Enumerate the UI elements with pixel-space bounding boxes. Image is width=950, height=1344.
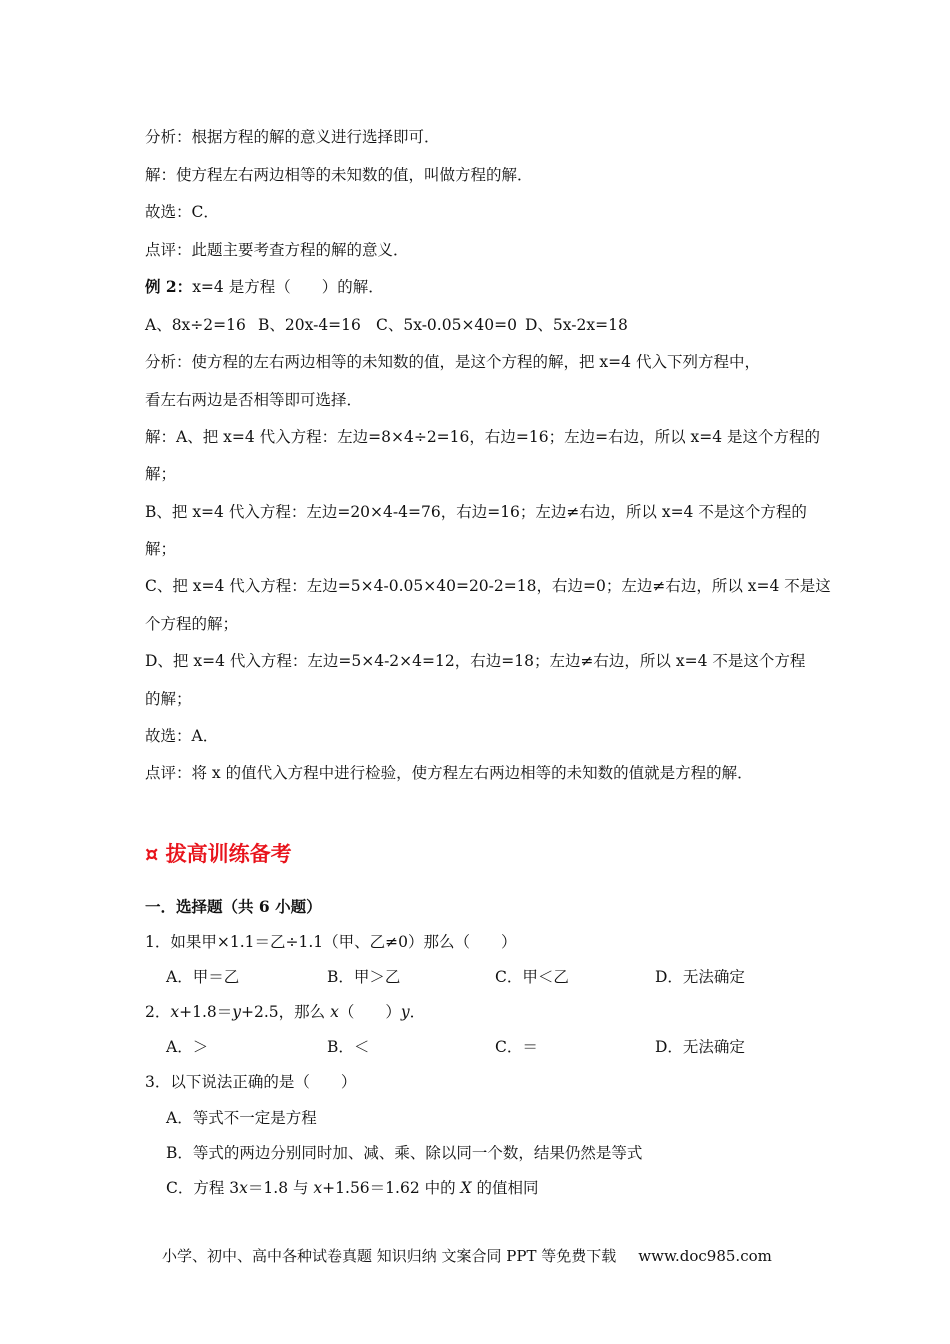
example2-stem: x=4 是方程（ ）的解． <box>192 278 384 296</box>
question-3-option-a: A．等式不一定是方程 <box>166 1109 317 1127</box>
question-2-stem: 2．x+1.8＝y+2.5，那么 x（ ）y． <box>145 1003 426 1021</box>
example2-option-d: D、5x-2x=18 <box>525 316 628 334</box>
solution-text: 解：使方程左右两边相等的未知数的值，叫做方程的解． <box>145 166 533 184</box>
question-3-option-c: C．方程 3x＝1.8 与 x+1.56＝1.62 中的 X 的值相同 <box>166 1179 539 1197</box>
example2-answer: 故选：A． <box>145 727 219 745</box>
example2-solution-b-line1: B、把 x=4 代入方程：左边=20×4-4=76，右边=16；左边≠右边，所以 x=4 不是这个方程的 <box>145 503 807 521</box>
example2-solution-a-line1: 解：A、把 x=4 代入方程：左边=8×4÷2=16，右边=16；左边=右边，所以 x=4 是这个方程的 <box>145 428 821 446</box>
comment-text: 点评：此题主要考查方程的解的意义． <box>145 241 409 259</box>
example2-option-c: C、5x-0.05×40=0 <box>376 316 517 334</box>
section-title: ¤ 拔高训练备考 <box>145 842 292 866</box>
question-1-option-d: D．无法确定 <box>655 968 745 986</box>
example2-solution-a-line2: 解； <box>145 465 177 483</box>
footer-site-link[interactable]: www.doc985.com <box>638 1247 772 1265</box>
analysis-text: 分析：根据方程的解的意义进行选择即可． <box>145 128 440 146</box>
question-3-stem: 3．以下说法正确的是（ ） <box>145 1073 357 1091</box>
example2-option-b: B、20x-4=16 <box>258 316 361 334</box>
example2-solution-d-line2: 的解； <box>145 690 192 708</box>
example2-solution-c-line1: C、把 x=4 代入方程：左边=5×4-0.05×40=20-2=18，右边=0；左边≠右边，所以 x=4 不是这 <box>145 577 831 595</box>
question-2-option-a: A．＞ <box>166 1038 209 1056</box>
footer-text: 小学、初中、高中各种试卷真题 知识归纳 文案合同 PPT 等免费下载 <box>162 1247 617 1265</box>
question-1-stem: 1．如果甲×1.1＝乙÷1.1（甲、乙≠0）那么（ ） <box>145 933 517 951</box>
question-2-option-b: B．＜ <box>327 1038 370 1056</box>
question-1-option-c: C．甲＜乙 <box>495 968 569 986</box>
answer-text: 故选：C． <box>145 203 219 221</box>
example2-analysis-line1: 分析：使方程的左右两边相等的未知数的值，是这个方程的解，把 x=4 代入下列方程中， <box>145 353 760 371</box>
example2-question <box>145 277 384 297</box>
question-3-option-b: B．等式的两边分别同时加、减、乘、除以同一个数，结果仍然是等式 <box>166 1144 643 1162</box>
example2-solution-d-line1: D、把 x=4 代入方程：左边=5×4-2×4=12，右边=18；左边≠右边，所以 x=4 不是这个方程 <box>145 652 806 670</box>
example2-option-a: A、8x÷2=16 <box>145 316 246 334</box>
question-2-option-c: C．＝ <box>495 1038 538 1056</box>
example2-solution-c-line2: 个方程的解； <box>145 615 239 633</box>
example2-solution-b-line2: 解； <box>145 540 177 558</box>
page-footer <box>162 1246 772 1266</box>
question-1-option-b: B．甲＞乙 <box>327 968 401 986</box>
example2-label: 例 2： <box>145 277 193 296</box>
choice-section-heading: 一．选择题（共 6 小题） <box>145 897 322 916</box>
question-1-option-a: A．甲＝乙 <box>166 968 240 986</box>
example2-comment: 点评：将 x 的值代入方程中进行检验，使方程左右两边相等的未知数的值就是方程的解． <box>145 764 753 782</box>
question-2-option-d: D．无法确定 <box>655 1038 745 1056</box>
example2-analysis-line2: 看左右两边是否相等即可选择． <box>145 391 363 409</box>
